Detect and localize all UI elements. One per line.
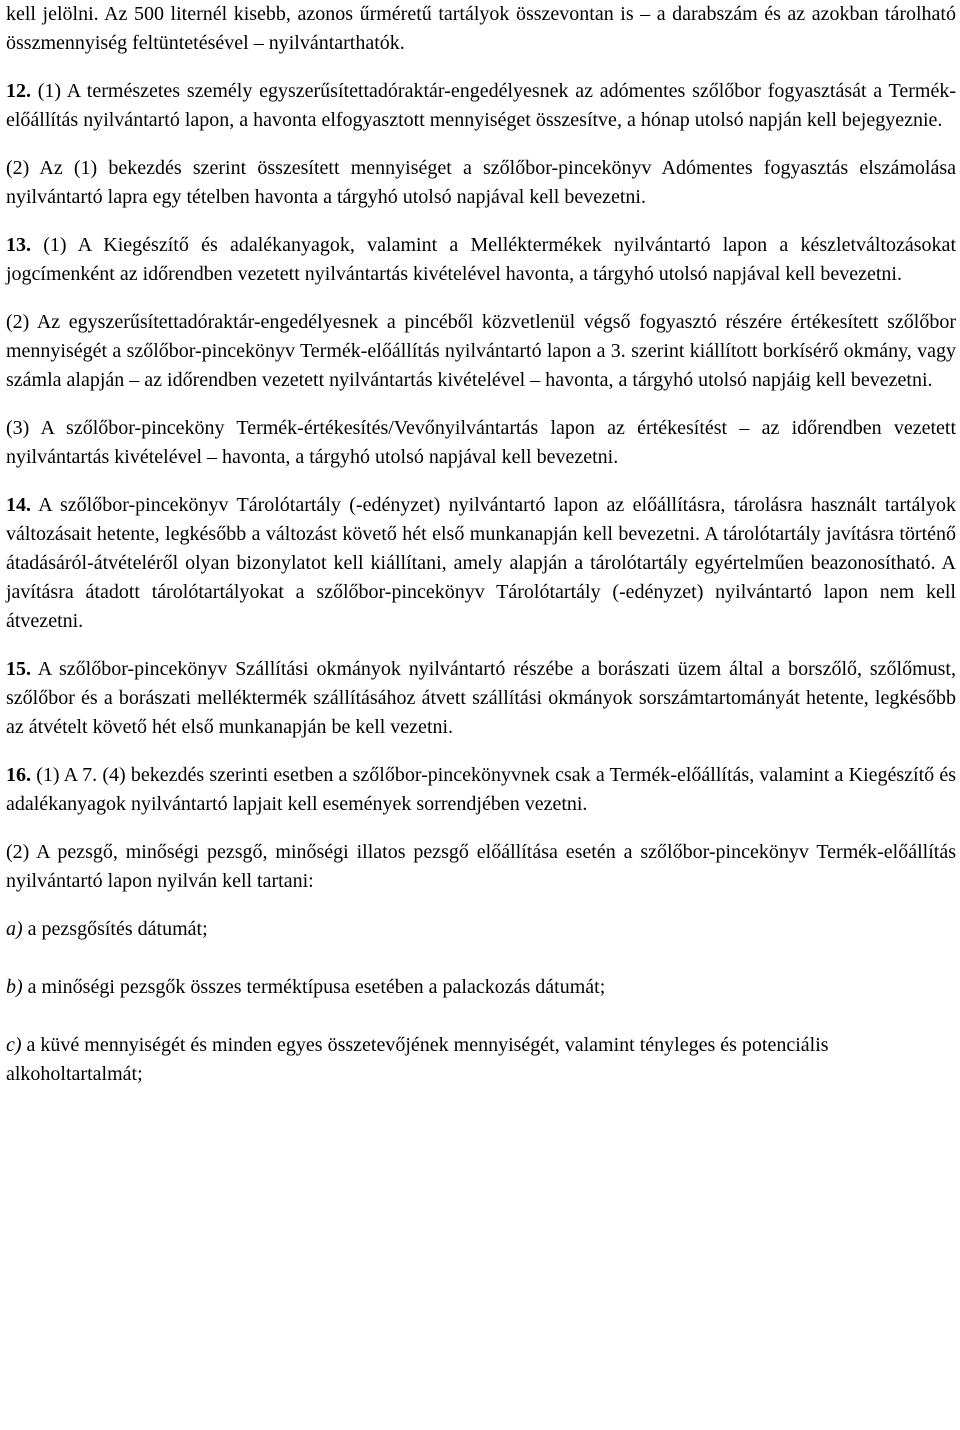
paragraph-text: A szőlőbor-pincekönyv Szállítási okmányok nyilvántartó részébe a borászati üzem által a borszőlő, szőlőmust, szőlőbor és a borászati melléktermék szállításához átvett szállítási okmányok sorszámtartományát hetente, legkésőbb az átvételt követő hét első munkanapján be kell vezetni. bbox=[6, 658, 956, 738]
list-item-c bbox=[6, 1031, 956, 1089]
section-number: 13. bbox=[6, 234, 31, 256]
section-14-paragraph bbox=[6, 491, 956, 636]
paragraph-continuation bbox=[6, 0, 956, 58]
list-item-a bbox=[6, 915, 956, 944]
section-number: 15. bbox=[6, 658, 31, 680]
paragraph-text: (1) A 7. bbox=[36, 764, 103, 786]
section-12-paragraph-2 bbox=[6, 154, 956, 212]
section-13-paragraph-1 bbox=[6, 231, 956, 289]
list-item-text: a pezsgősítés dátumát; bbox=[22, 918, 208, 940]
paragraph-text: (2) A pezsgő, minőségi pezsgő, minőségi illatos pezsgő előállítása esetén a szőlőbor-pincekönyv Termék-előállítás nyilvántartó lapon nyilván kell tartani: bbox=[6, 841, 956, 892]
paragraph-text: (2) Az (1) bekezdés szerint összesített mennyiséget a szőlőbor-pincekönyv Adómentes fogyasztás elszámolása nyilvántartó lapra egy tételben havonta a tárgyhó utolsó napjával kell bevezetni. bbox=[6, 157, 956, 208]
paragraph-text: kell jelölni. Az 500 liternél kisebb, azonos űrméretű tartályok összevontan is – a darabszám és az azokban tárolható összmennyiség feltüntetésével – nyilvántarthatók. bbox=[6, 3, 956, 54]
paragraph-text: (1) A természetes személy egyszerűsítettadóraktár-engedélyesnek az adómentes szőlőbor fogyasztását a Termék-előállítás nyilvántartó lapon, a havonta elfogyasztott mennyiséget összesítve, a hónap utolsó napján kell bejegyeznie. bbox=[6, 80, 956, 131]
section-16-paragraph-2 bbox=[6, 838, 956, 896]
list-letter: b) bbox=[6, 976, 23, 998]
list-item-text: a küvé mennyiségét és minden egyes összetevőjének mennyiségét, valamint tényleges és potenciális alkoholtartalmát; bbox=[6, 1034, 829, 1085]
list-item-b bbox=[6, 973, 956, 1002]
list-letter: a) bbox=[6, 918, 23, 940]
section-number: 14. bbox=[6, 494, 31, 516]
paragraph-text: (2) Az egyszerűsítettadóraktár-engedélyesnek a pincéből közvetlenül végső fogyasztó részére értékesített szőlőbor mennyiségét a szőlőbor-pincekönyv Termék-előállítás nyilvántartó lapon a 3. bbox=[6, 311, 956, 362]
paragraph-text: (4) bekezdés szerinti esetben a szőlőbor-pincekönyvnek csak a Termék-előállítás, valamint a Kiegészítő és adalékanyagok nyilvántartó lapjait kell események sorrendjében vezetni. bbox=[6, 764, 956, 815]
paragraph-text: A szőlőbor-pincekönyv Tárolótartály (-edényzet) nyilvántartó lapon az előállításra, tárolásra használt tartályok változásait hetente, legkésőbb a változást követő hét első munkanapján kell bevezetni. A tárolótartály javításra történő átadásáról-átvételéről olyan bizonylatot kell kiállítani, amely alapján a tárolótartály egyértelműen beazonosítható. A javításra átadott tárolótartályokat a szőlőbor-pincekönyv Tárolótartály (-edényzet) nyilvántartó lapon nem kell átvezetni. bbox=[6, 494, 956, 632]
section-number: 16. bbox=[6, 764, 31, 786]
paragraph-text: (3) A szőlőbor-pinceköny Termék-értékesítés/Vevőnyilvántartás lapon az értékesítést – az időrendben vezetett nyilvántartás kivételével – havonta, a tárgyhó utolsó napjával kell bevezetni. bbox=[6, 417, 956, 468]
list-letter: c) bbox=[6, 1034, 22, 1056]
section-number: 12. bbox=[6, 80, 31, 102]
section-15-paragraph bbox=[6, 655, 956, 742]
paragraph-text: (1) A Kiegészítő és adalékanyagok, valamint a Melléktermékek nyilvántartó lapon a készletváltozásokat jogcímenként az időrendben vezetett nyilvántartás kivételével havonta, a tárgyhó utolsó napjával kell bevezetni. bbox=[6, 234, 956, 285]
section-13-paragraph-2 bbox=[6, 308, 956, 395]
document-page bbox=[6, 0, 956, 1118]
list-item-text: a minőségi pezsgők összes terméktípusa esetében a palackozás dátumát; bbox=[22, 976, 606, 998]
paragraph-text: szerint kiállított borkísérő okmány, vagy számla alapján – az időrendben vezetett nyilvántartás kivételével – havonta, a tárgyhó utolsó napjáig kell bevezetni. bbox=[6, 340, 956, 391]
section-16-paragraph-1 bbox=[6, 761, 956, 819]
section-12-paragraph-1 bbox=[6, 77, 956, 135]
section-13-paragraph-3 bbox=[6, 414, 956, 472]
